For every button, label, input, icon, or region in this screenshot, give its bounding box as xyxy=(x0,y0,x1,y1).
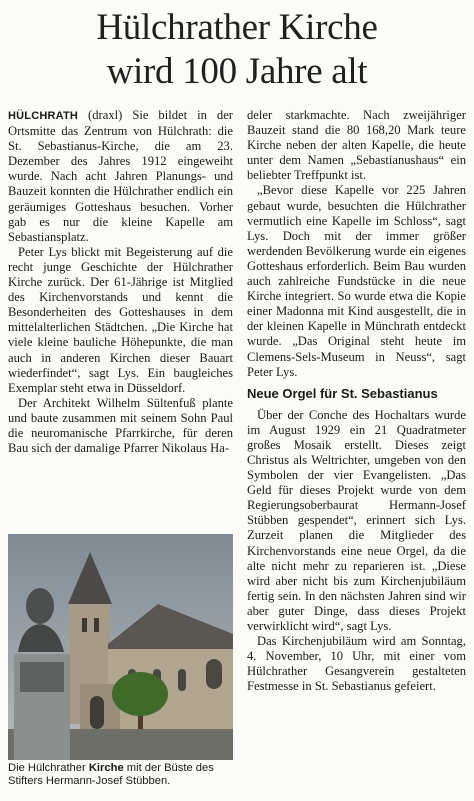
paragraph-7: Das Kirchenjubiläum wird am Sonntag, 4. November, 10 Uhr, mit einer vom Hülchrather Gesangverein gestalteten Festmesse in St. Sebastianus gefeiert. xyxy=(247,634,466,694)
paragraph-1-text: Sie bildet in der Ortsmitte das Zentrum von Hülchrath: die St. Sebastianus-Kirche, die am 23. Dezember des Jahres 1912 eingeweiht wurde. Nach acht Jahren Planungs- und Bauzeit konnten die Hülchrather endlich ein geräumiges Gotteshaus besuchen. Vorher gab es nur die kleine Kapelle am Sebastiansplatz. xyxy=(8,108,233,244)
article-column-1 xyxy=(8,108,233,456)
paragraph-5: „Bevor diese Kapelle vor 225 Jahren gebaut wurde, besuchten die Hülchrather vermutlich eine Kapelle im Schloss“, sagt Lys. Doch mit der immer größer werdenden Bevölkerung wurde ein eigenes Gotteshaus erforderlich. Beim Bau wurden auch zahlreiche Fundstücke in die neue Kirche integriert. So wurde etwa die Kopie einer Madonna mit Kind ausgestellt, die in der kleinen Kapelle in Münchrath entdeckt wurde. „Das Original steht heute im Clemens-Sels-Museum in Neuss“, sagt Peter Lys. xyxy=(247,183,466,379)
photo-caption xyxy=(8,762,233,789)
paragraph-3: Der Architekt Wilhelm Sültenfuß plante und baute zusammen mit seinem Sohn Paul die neuromanische Pfarrkirche, für deren Bau sich der damalige Pfarrer Nikolaus Ha- xyxy=(8,395,233,456)
headline-line-1: Hülchrather Kirche xyxy=(96,7,378,48)
article-column-2 xyxy=(247,108,466,694)
dateline-place: HÜLCHRATH xyxy=(8,110,79,122)
paragraph-6: Über der Conche des Hochaltars wurde im August 1929 ein 21 Quadratmeter großes Mosaik erstellt. Dieses zeigt Christus als Weltrichter, umgeben von den Symbolen der vier Evangelisten. „Das Geld für dieses Projekt wurde von dem Regierungsoberbaurat Hermann-Josef Stübben gespendet“, erinnert sich Lys. Zurzeit planen die Mitglieder des Kirchenvorstands eine neue Orgel, da die alte nicht mehr zu reparieren ist. „Diese wird aber nicht bis zum Kirchenjubiläum fertig sein. In den nächsten Jahren sind wir aber guter Dinge, dass dieses Projekt verwirklicht wird“, sagt Lys. xyxy=(247,407,466,633)
paragraph-4: deler starkmachte. Nach zweijähriger Bauzeit stand die 80 168,20 Mark teure Kirche neben der alten Kapelle, die heute unter dem Namen „Sebastianushaus“ ein beliebter Treffpunkt ist. xyxy=(247,108,466,183)
paragraph-2: Peter Lys blickt mit Begeisterung auf die recht junge Geschichte der Hülchrather Kirche zurück. Der 61-Jährige ist Mitglied des Kirchenvorstands und kennt die Besonderheiten des Gotteshauses in dem mittelalterlichen Städtchen. „Die Kirche hat viele kleine bauliche Höhepunkte, die man auch in anderen Kirchen dieser Bauart wiederfindet“, sagt Lys. Ein baugleiches Exemplar steht etwa in Düsseldorf. xyxy=(8,244,233,395)
paragraph-1 xyxy=(8,108,233,245)
church-photo-illustration xyxy=(8,534,233,760)
church-photo xyxy=(8,534,233,760)
headline-line-2: wird 100 Jahre alt xyxy=(106,51,368,92)
headline xyxy=(0,6,474,94)
subheading: Neue Orgel für St. Sebastianus xyxy=(247,385,438,401)
caption-bold: Kirche xyxy=(88,762,124,774)
caption-pre: Die Hülchrather xyxy=(8,762,89,774)
dateline-author: (draxl) xyxy=(78,108,133,122)
caption-post: mit der Büste des Stifters Hermann-Josef Stübben. xyxy=(8,762,214,788)
